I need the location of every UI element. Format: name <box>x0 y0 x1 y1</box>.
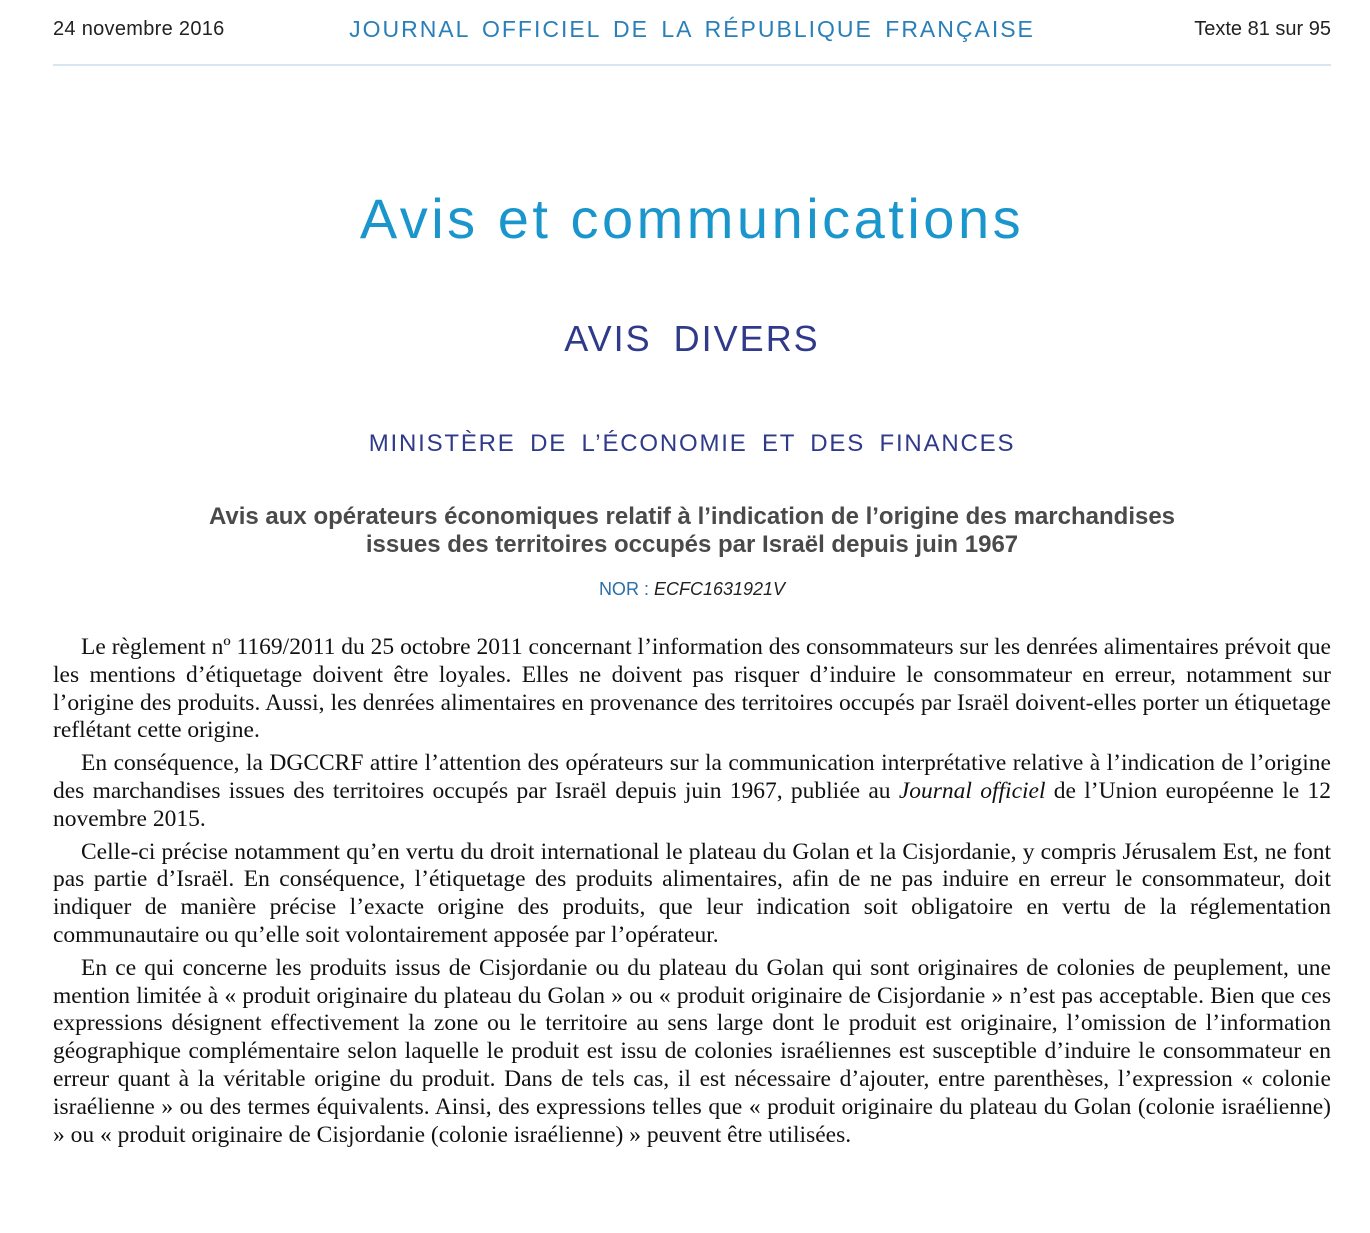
notice-body <box>53 634 1331 1154</box>
publication-date: 24 novembre 2016 <box>53 18 225 40</box>
paragraph-4: En ce qui concerne les produits issus de Cisjordanie ou du plateau du Golan qui sont originaires de colonies de peuplement, une mention limitée à « produit originaire du plateau du Golan » ou « produit originaire de Cisjordanie » n’est pas acceptable. Bien que ces expressions désignent effectivement la zone ou le territoire au sens large dont le produit est originaire, l’omission de l’information géographique complémentaire selon laquelle le produit est issu de colonies israéliennes est susceptible d’induire le consommateur en erreur quant à la véritable origine du produit. Dans de tels cas, il est nécessaire d’ajouter, entre parenthèses, l’expression « colonie israélienne » ou des termes équivalents. Ainsi, des expressions telles que « produit originaire du plateau du Golan (colonie israélienne) » ou « produit originaire de Cisjordanie (colonie israélienne) » peuvent être utilisées. <box>53 954 1331 1148</box>
nor-value: ECFC1631921V <box>653 579 786 599</box>
journal-page <box>53 0 1331 1148</box>
notice-title-line-2: issues des territoires occupés par Israël depuis juin 1967 <box>365 531 1019 558</box>
notice-title-line-1: Avis aux opérateurs économiques relatif à l’indication de l’origine des marchandises <box>208 503 1176 530</box>
paragraph-2-part-2: de l’Union européenne le 12 novembre 2015. <box>53 777 1331 832</box>
paragraph-3: Celle-ci précise notamment qu’en vertu du droit international le plateau du Golan et la Cisjordanie, y compris Jérusalem Est, ne font pas partie d’Israël. En conséquence, l’étiquetage des produits alimentaires, afin de ne pas induire en erreur le consommateur, doit indiquer de manière précise l’exacte origine des produits, que leur indication soit obligatoire en vertu de la réglementation communautaire ou qu’elle soit volontairement apposée par l’opérateur. <box>53 838 1331 948</box>
journal-officiel-italic: Journal officiel <box>898 777 1046 804</box>
nor-label: NOR : <box>598 579 649 599</box>
paragraph-2 <box>53 750 1331 833</box>
sub-section-title: AVIS DIVERS <box>564 318 820 359</box>
paragraph-1: Le règlement nº 1169/2011 du 25 octobre 2011 concernant l’information des consommateurs sur les denrées alimentaires prévoit que les mentions d’étiquetage doivent être loyales. Elles ne doivent pas risquer d’induire le consommateur en erreur, notamment sur l’origine des produits. Aussi, les denrées alimentaires en provenance des territoires occupés par Israël doivent-elles porter un étiquetage reflétant cette origine. <box>53 634 1331 744</box>
section-title: Avis et communications <box>359 187 1025 250</box>
text-reference: Texte 81 sur 95 <box>1194 18 1331 40</box>
page-header <box>53 0 1331 66</box>
notice-title <box>93 503 1291 559</box>
nor-reference <box>53 578 1331 600</box>
paragraph-2-part-1: En conséquence, la DGCCRF attire l’attention des opérateurs sur la communication interprétative relative à l’indication de l’origine des marchandises issues des territoires occupés par Israël depuis juin 1967, publiée au <box>53 750 1331 804</box>
ministry-name: MINISTÈRE DE L’ÉCONOMIE ET DES FINANCES <box>368 430 1016 457</box>
journal-name: JOURNAL OFFICIEL DE LA RÉPUBLIQUE FRANÇAISE <box>349 16 1035 42</box>
